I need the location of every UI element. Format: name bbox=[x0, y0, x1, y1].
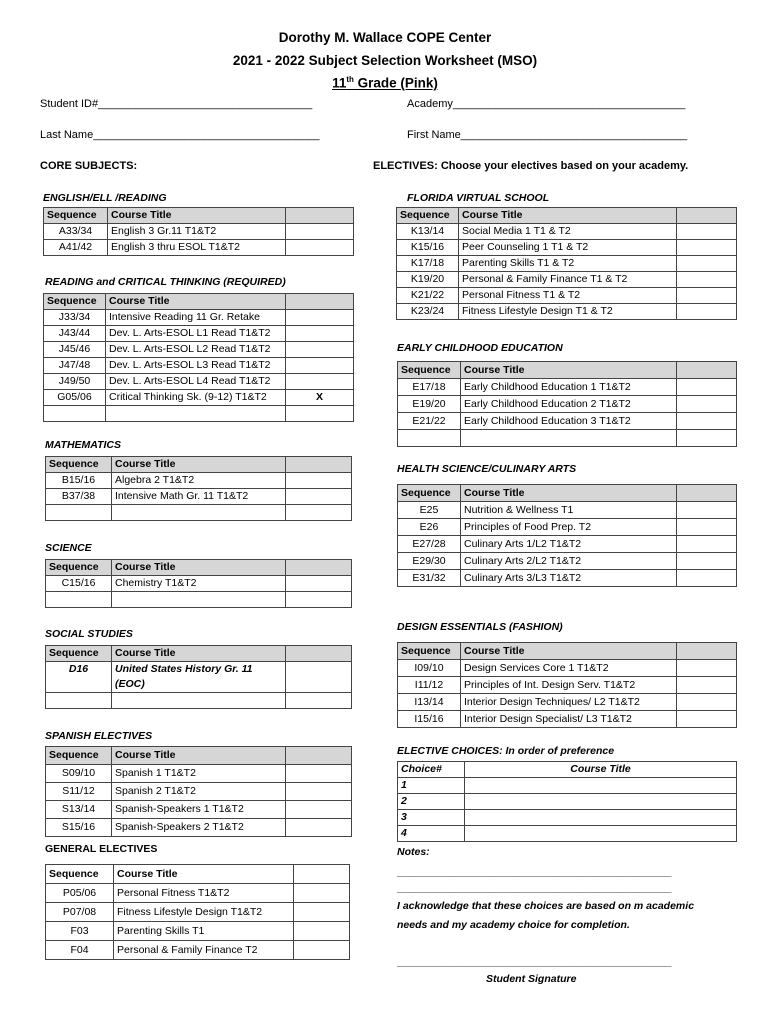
first-name-field[interactable]: First Name_____________________________________ bbox=[407, 129, 688, 141]
table-row[interactable] bbox=[398, 502, 737, 519]
sequence-cell: E26 bbox=[398, 519, 461, 536]
sequence-cell: S09/10 bbox=[46, 765, 112, 783]
acknowledge-line-1: I acknowledge that these choices are based on m academic bbox=[397, 900, 695, 912]
col-select[interactable] bbox=[286, 646, 352, 662]
table-row[interactable] bbox=[398, 711, 737, 728]
course-cell: Fitness Lifestyle Design T1&T2 bbox=[114, 903, 294, 922]
table-row[interactable] bbox=[46, 884, 350, 903]
table-row[interactable] bbox=[397, 224, 737, 240]
sequence-cell: J33/34 bbox=[44, 310, 106, 326]
sequence-cell: K15/16 bbox=[397, 240, 459, 256]
select-cell[interactable] bbox=[286, 310, 354, 326]
select-cell[interactable] bbox=[677, 570, 737, 587]
table-row[interactable] bbox=[44, 342, 354, 358]
academy-field[interactable]: Academy______________________________________ bbox=[407, 98, 686, 110]
sequence-cell: E17/18 bbox=[398, 379, 461, 396]
last-name-field[interactable]: Last Name_____________________________________ bbox=[40, 129, 320, 141]
col-select[interactable] bbox=[286, 294, 354, 310]
col-course-title: Course Title bbox=[112, 747, 286, 765]
select-cell[interactable]: X bbox=[286, 390, 354, 406]
electives-label: ELECTIVES: Choose your electives based on your academy. bbox=[373, 160, 689, 172]
choice-number: 3 bbox=[398, 810, 465, 826]
choice-number: 4 bbox=[398, 826, 465, 842]
col-course-title: Course Title bbox=[114, 865, 294, 884]
page-title: Dorothy M. Wallace COPE Center bbox=[278, 30, 492, 45]
table-row[interactable] bbox=[46, 662, 352, 693]
col-select[interactable] bbox=[677, 362, 737, 379]
notes-line-1[interactable]: _______________________________________________ bbox=[397, 866, 672, 878]
table-row[interactable] bbox=[44, 326, 354, 342]
blank-cell bbox=[112, 693, 286, 709]
course-cell: Personal & Family Finance T2 bbox=[114, 941, 294, 960]
math-table bbox=[45, 456, 352, 521]
col-sequence: Sequence bbox=[397, 208, 459, 224]
notes-line-2[interactable]: _______________________________________________ bbox=[397, 882, 672, 894]
choice-number: 1 bbox=[398, 778, 465, 794]
course-cell: Culinary Arts 2/L2 T1&T2 bbox=[461, 553, 677, 570]
select-cell[interactable] bbox=[286, 592, 352, 608]
course-cell: Design Services Core 1 T1&T2 bbox=[461, 660, 677, 677]
table-row[interactable] bbox=[46, 922, 350, 941]
course-cell: Dev. L. Arts-ESOL L2 Read T1&T2 bbox=[106, 342, 286, 358]
select-cell[interactable] bbox=[286, 224, 354, 240]
blank-cell bbox=[106, 406, 286, 422]
course-cell: Culinary Arts 1/L2 T1&T2 bbox=[461, 536, 677, 553]
select-cell[interactable] bbox=[677, 379, 737, 396]
choice-row[interactable] bbox=[398, 810, 737, 826]
col-select[interactable] bbox=[286, 747, 352, 765]
sequence-cell: K23/24 bbox=[397, 304, 459, 320]
choices-section-title: ELECTIVE CHOICES: In order of preference bbox=[397, 745, 615, 757]
choice-input[interactable] bbox=[465, 826, 737, 842]
grade-label bbox=[0, 75, 770, 91]
blank-cell bbox=[112, 505, 286, 521]
sequence-cell: B15/16 bbox=[46, 473, 112, 489]
select-cell[interactable] bbox=[677, 304, 737, 320]
col-sequence: Sequence bbox=[46, 560, 112, 576]
sequence-cell: P05/06 bbox=[46, 884, 114, 903]
fvs-section-title: FLORIDA VIRTUAL SCHOOL bbox=[407, 192, 550, 204]
col-sequence: Sequence bbox=[46, 865, 114, 884]
blank-row[interactable] bbox=[46, 592, 352, 608]
science-section-title: SCIENCE bbox=[45, 542, 92, 554]
early-section-title: EARLY CHILDHOOD EDUCATION bbox=[397, 342, 563, 354]
course-cell: Principles of Int. Design Serv. T1&T2 bbox=[461, 677, 677, 694]
col-course-title: Course Title bbox=[112, 457, 286, 473]
course-cell: Personal & Family Finance T1 & T2 bbox=[459, 272, 677, 288]
table-row[interactable] bbox=[46, 819, 352, 837]
general-section-title: GENERAL ELECTIVES bbox=[45, 843, 158, 855]
select-cell[interactable] bbox=[294, 903, 350, 922]
course-cell: Dev. L. Arts-ESOL L1 Read T1&T2 bbox=[106, 326, 286, 342]
col-course-title: Course Title bbox=[112, 646, 286, 662]
select-cell[interactable] bbox=[286, 783, 352, 801]
col-sequence: Sequence bbox=[398, 362, 461, 379]
sequence-cell: I13/14 bbox=[398, 694, 461, 711]
table-row[interactable] bbox=[398, 553, 737, 570]
grade-text: Grade (Pink) bbox=[353, 75, 438, 91]
general-table bbox=[45, 864, 350, 960]
col-sequence: Sequence bbox=[44, 208, 108, 224]
col-select[interactable] bbox=[677, 208, 737, 224]
select-cell[interactable] bbox=[677, 430, 737, 447]
course-line-2: (EOC) bbox=[115, 678, 145, 690]
select-cell[interactable] bbox=[677, 502, 737, 519]
design-table bbox=[397, 642, 737, 728]
sequence-cell: K17/18 bbox=[397, 256, 459, 272]
spanish-table bbox=[45, 746, 352, 837]
table-row[interactable] bbox=[398, 660, 737, 677]
select-cell[interactable] bbox=[286, 765, 352, 783]
blank-cell bbox=[398, 430, 461, 447]
course-cell: Personal Fitness T1 & T2 bbox=[459, 288, 677, 304]
table-row[interactable] bbox=[46, 783, 352, 801]
student-id-field[interactable]: Student ID#___________________________________ bbox=[40, 98, 313, 110]
table-row[interactable] bbox=[398, 413, 737, 430]
blank-row[interactable] bbox=[46, 693, 352, 709]
col-choice: Choice# bbox=[398, 762, 465, 778]
select-cell[interactable] bbox=[286, 489, 352, 505]
social-section-title: SOCIAL STUDIES bbox=[45, 628, 133, 640]
select-cell[interactable] bbox=[286, 406, 354, 422]
table-row[interactable] bbox=[44, 310, 354, 326]
course-cell: English 3 thru ESOL T1&T2 bbox=[108, 240, 286, 256]
sequence-cell: C15/16 bbox=[46, 576, 112, 592]
table-row[interactable] bbox=[44, 240, 354, 256]
social-table bbox=[45, 645, 352, 709]
table-row[interactable] bbox=[398, 379, 737, 396]
col-select[interactable] bbox=[286, 457, 352, 473]
select-cell[interactable] bbox=[677, 240, 737, 256]
spanish-section-title: SPANISH ELECTIVES bbox=[45, 730, 153, 742]
select-cell[interactable] bbox=[677, 224, 737, 240]
table-row[interactable] bbox=[44, 374, 354, 390]
sequence-cell: G05/06 bbox=[44, 390, 106, 406]
blank-row[interactable] bbox=[46, 505, 352, 521]
select-cell[interactable] bbox=[677, 694, 737, 711]
course-cell: Spanish-Speakers 1 T1&T2 bbox=[112, 801, 286, 819]
table-row[interactable] bbox=[46, 489, 352, 505]
course-cell: Algebra 2 T1&T2 bbox=[112, 473, 286, 489]
select-cell[interactable] bbox=[286, 374, 354, 390]
choice-row[interactable] bbox=[398, 826, 737, 842]
select-cell[interactable] bbox=[677, 256, 737, 272]
sequence-cell: S13/14 bbox=[46, 801, 112, 819]
early-table bbox=[397, 361, 737, 447]
course-cell: Interior Design Techniques/ L2 T1&T2 bbox=[461, 694, 677, 711]
course-cell: Interior Design Specialist/ L3 T1&T2 bbox=[461, 711, 677, 728]
choice-input[interactable] bbox=[465, 778, 737, 794]
signature-label: Student Signature bbox=[486, 973, 577, 985]
select-cell[interactable] bbox=[286, 326, 354, 342]
select-cell[interactable] bbox=[677, 413, 737, 430]
select-cell[interactable] bbox=[286, 342, 354, 358]
grade-suffix: th bbox=[346, 75, 354, 84]
course-cell: Personal Fitness T1&T2 bbox=[114, 884, 294, 903]
col-sequence: Sequence bbox=[398, 485, 461, 502]
health-section-title: HEALTH SCIENCE/CULINARY ARTS bbox=[397, 463, 577, 475]
sequence-cell: J47/48 bbox=[44, 358, 106, 374]
sequence-cell: K19/20 bbox=[397, 272, 459, 288]
sequence-cell: P07/08 bbox=[46, 903, 114, 922]
sequence-cell: J49/50 bbox=[44, 374, 106, 390]
table-row[interactable] bbox=[397, 256, 737, 272]
course-cell: Early Childhood Education 1 T1&T2 bbox=[461, 379, 677, 396]
table-row[interactable] bbox=[397, 272, 737, 288]
course-cell: Intensive Math Gr. 11 T1&T2 bbox=[112, 489, 286, 505]
sequence-cell: E25 bbox=[398, 502, 461, 519]
course-line-1: United States History Gr. 11 bbox=[115, 663, 253, 675]
select-cell[interactable] bbox=[286, 473, 352, 489]
sequence-cell: K21/22 bbox=[397, 288, 459, 304]
col-course-title: Course Title bbox=[112, 560, 286, 576]
table-row[interactable] bbox=[398, 694, 737, 711]
table-row[interactable] bbox=[46, 903, 350, 922]
select-cell[interactable] bbox=[286, 505, 352, 521]
fvs-table bbox=[396, 207, 737, 320]
select-cell[interactable] bbox=[286, 801, 352, 819]
blank-cell bbox=[44, 406, 106, 422]
sequence-cell: A41/42 bbox=[44, 240, 108, 256]
col-sequence: Sequence bbox=[44, 294, 106, 310]
sequence-cell: I11/12 bbox=[398, 677, 461, 694]
col-course-title: Course Title bbox=[461, 362, 677, 379]
sequence-cell: F04 bbox=[46, 941, 114, 960]
col-sequence: Sequence bbox=[398, 643, 461, 660]
reading-table bbox=[43, 293, 354, 422]
sequence-cell: B37/38 bbox=[46, 489, 112, 505]
select-cell[interactable] bbox=[294, 941, 350, 960]
choice-input[interactable] bbox=[465, 794, 737, 810]
select-cell[interactable] bbox=[677, 536, 737, 553]
table-row[interactable] bbox=[398, 677, 737, 694]
choice-number: 2 bbox=[398, 794, 465, 810]
table-row[interactable] bbox=[46, 473, 352, 489]
sequence-cell: J43/44 bbox=[44, 326, 106, 342]
table-row[interactable] bbox=[44, 390, 354, 406]
sequence-cell: S11/12 bbox=[46, 783, 112, 801]
course-cell: English 3 Gr.11 T1&T2 bbox=[108, 224, 286, 240]
sequence-cell: E21/22 bbox=[398, 413, 461, 430]
select-cell[interactable] bbox=[286, 693, 352, 709]
table-row[interactable] bbox=[397, 304, 737, 320]
sequence-cell: J45/46 bbox=[44, 342, 106, 358]
course-cell: Spanish 2 T1&T2 bbox=[112, 783, 286, 801]
course-cell: Early Childhood Education 3 T1&T2 bbox=[461, 413, 677, 430]
science-table bbox=[45, 559, 352, 608]
english-section-title: ENGLISH/ELL /READING bbox=[43, 192, 167, 204]
sequence-cell: D16 bbox=[46, 662, 112, 693]
choices-table bbox=[397, 761, 737, 842]
reading-section-title: READING and CRITICAL THINKING (REQUIRED) bbox=[45, 276, 286, 288]
table-row[interactable] bbox=[398, 519, 737, 536]
course-cell: Fitness Lifestyle Design T1 & T2 bbox=[459, 304, 677, 320]
select-cell[interactable] bbox=[677, 553, 737, 570]
select-cell[interactable] bbox=[677, 272, 737, 288]
select-cell[interactable] bbox=[677, 677, 737, 694]
col-select[interactable] bbox=[677, 485, 737, 502]
select-cell[interactable] bbox=[677, 711, 737, 728]
select-cell[interactable] bbox=[677, 660, 737, 677]
col-course-title: Course Title bbox=[106, 294, 286, 310]
course-cell: Spanish 1 T1&T2 bbox=[112, 765, 286, 783]
course-cell: Dev. L. Arts-ESOL L4 Read T1&T2 bbox=[106, 374, 286, 390]
choice-row[interactable] bbox=[398, 794, 737, 810]
table-row[interactable] bbox=[398, 536, 737, 553]
select-cell[interactable] bbox=[286, 576, 352, 592]
course-cell: Peer Counseling 1 T1 & T2 bbox=[459, 240, 677, 256]
select-cell[interactable] bbox=[286, 358, 354, 374]
blank-cell bbox=[46, 505, 112, 521]
sequence-cell: A33/34 bbox=[44, 224, 108, 240]
select-cell[interactable] bbox=[286, 662, 352, 693]
select-cell[interactable] bbox=[677, 288, 737, 304]
col-sequence: Sequence bbox=[46, 747, 112, 765]
acknowledge-line-2: needs and my academy choice for completion. bbox=[397, 919, 630, 931]
page-subtitle: 2021 - 2022 Subject Selection Worksheet (MSO) bbox=[232, 53, 538, 68]
table-row[interactable] bbox=[46, 765, 352, 783]
course-cell: Dev. L. Arts-ESOL L3 Read T1&T2 bbox=[106, 358, 286, 374]
table-row[interactable] bbox=[46, 576, 352, 592]
col-course-title: Course Title bbox=[461, 643, 677, 660]
blank-cell bbox=[46, 592, 112, 608]
blank-row[interactable] bbox=[44, 406, 354, 422]
course-cell: Nutrition & Wellness T1 bbox=[461, 502, 677, 519]
course-cell: Critical Thinking Sk. (9-12) T1&T2 bbox=[106, 390, 286, 406]
signature-line[interactable]: _______________________________________________ bbox=[397, 956, 672, 968]
col-course-title: Course Title bbox=[465, 762, 737, 778]
blank-row[interactable] bbox=[398, 430, 737, 447]
sequence-cell: S15/16 bbox=[46, 819, 112, 837]
choice-row[interactable] bbox=[398, 778, 737, 794]
health-table bbox=[397, 484, 737, 587]
col-course-title: Course Title bbox=[459, 208, 677, 224]
sequence-cell: F03 bbox=[46, 922, 114, 941]
choice-input[interactable] bbox=[465, 810, 737, 826]
sequence-cell: E31/32 bbox=[398, 570, 461, 587]
col-sequence: Sequence bbox=[46, 457, 112, 473]
course-cell bbox=[112, 662, 286, 693]
select-cell[interactable] bbox=[677, 519, 737, 536]
table-row[interactable] bbox=[46, 941, 350, 960]
sequence-cell: I15/16 bbox=[398, 711, 461, 728]
col-select[interactable] bbox=[677, 643, 737, 660]
col-sequence: Sequence bbox=[46, 646, 112, 662]
design-section-title: DESIGN ESSENTIALS (FASHION) bbox=[397, 621, 563, 633]
select-cell[interactable] bbox=[294, 884, 350, 903]
select-cell[interactable] bbox=[294, 922, 350, 941]
course-cell: Early Childhood Education 2 T1&T2 bbox=[461, 396, 677, 413]
course-cell: Spanish-Speakers 2 T1&T2 bbox=[112, 819, 286, 837]
course-cell: Principles of Food Prep. T2 bbox=[461, 519, 677, 536]
col-select[interactable] bbox=[294, 865, 350, 884]
table-row[interactable] bbox=[398, 396, 737, 413]
blank-cell bbox=[112, 592, 286, 608]
notes-label: Notes: bbox=[397, 846, 430, 858]
course-cell: Intensive Reading 11 Gr. Retake bbox=[106, 310, 286, 326]
col-course-title: Course Title bbox=[108, 208, 286, 224]
table-row[interactable] bbox=[397, 240, 737, 256]
course-cell: Social Media 1 T1 & T2 bbox=[459, 224, 677, 240]
sequence-cell: E27/28 bbox=[398, 536, 461, 553]
table-row[interactable] bbox=[44, 224, 354, 240]
course-cell: Chemistry T1&T2 bbox=[112, 576, 286, 592]
col-course-title: Course Title bbox=[461, 485, 677, 502]
sequence-cell: K13/14 bbox=[397, 224, 459, 240]
col-select[interactable] bbox=[286, 560, 352, 576]
course-cell: Culinary Arts 3/L3 T1&T2 bbox=[461, 570, 677, 587]
col-select[interactable] bbox=[286, 208, 354, 224]
sequence-cell: I09/10 bbox=[398, 660, 461, 677]
blank-cell bbox=[461, 430, 677, 447]
grade-number: 11 bbox=[332, 75, 347, 91]
english-table bbox=[43, 207, 354, 256]
table-row[interactable] bbox=[398, 570, 737, 587]
table-row[interactable] bbox=[44, 358, 354, 374]
core-subjects-label: CORE SUBJECTS: bbox=[40, 160, 138, 172]
table-row[interactable] bbox=[46, 801, 352, 819]
select-cell[interactable] bbox=[677, 396, 737, 413]
sequence-cell: E19/20 bbox=[398, 396, 461, 413]
course-cell: Parenting Skills T1 bbox=[114, 922, 294, 941]
table-row[interactable] bbox=[397, 288, 737, 304]
blank-cell bbox=[46, 693, 112, 709]
select-cell[interactable] bbox=[286, 819, 352, 837]
course-cell: Parenting Skills T1 & T2 bbox=[459, 256, 677, 272]
select-cell[interactable] bbox=[286, 240, 354, 256]
math-section-title: MATHEMATICS bbox=[45, 439, 122, 451]
sequence-cell: E29/30 bbox=[398, 553, 461, 570]
